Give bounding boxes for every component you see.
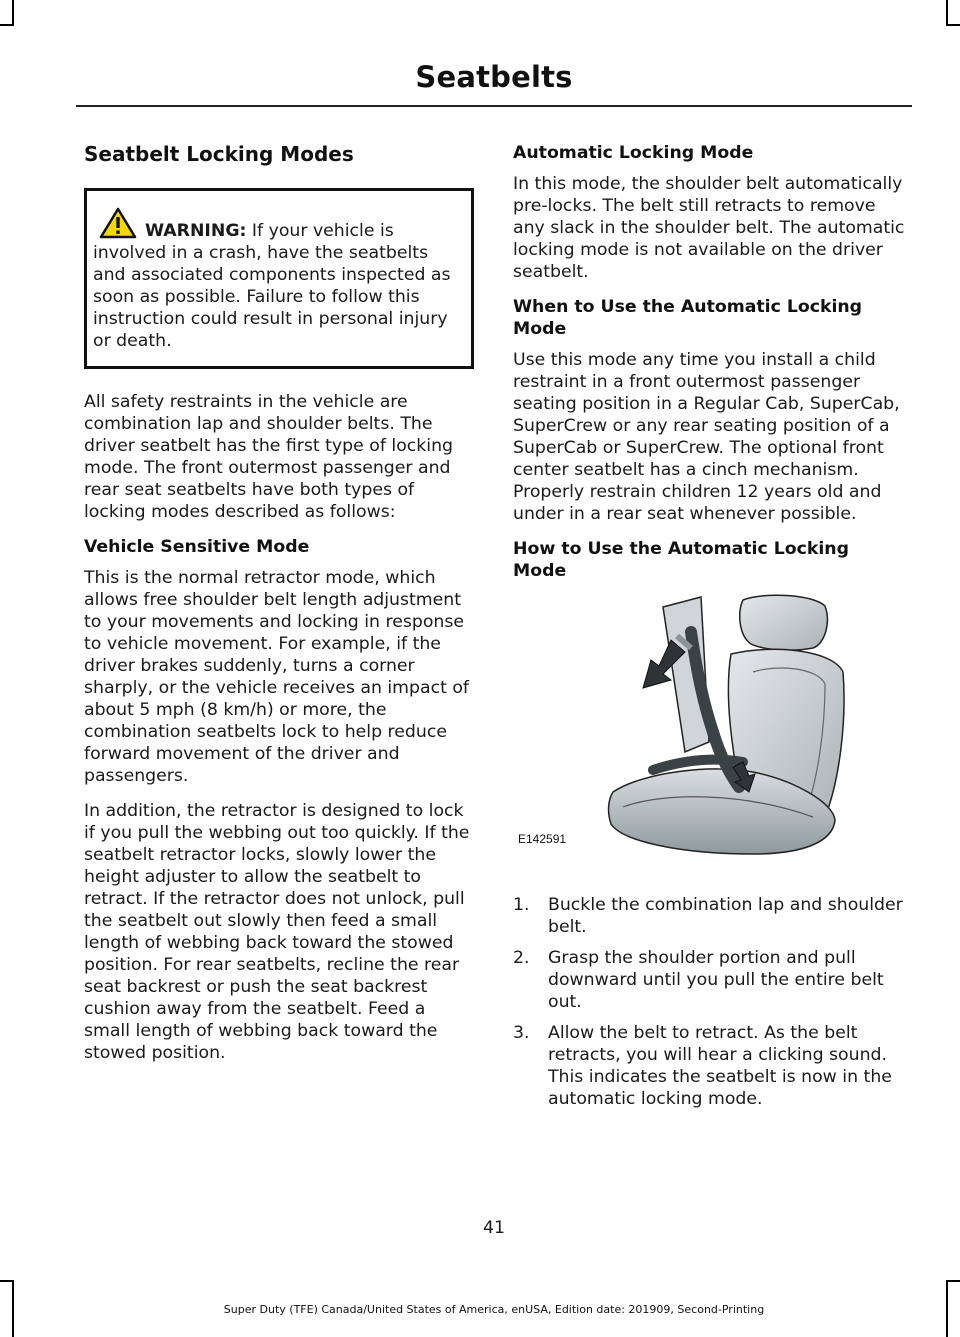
step-text: Buckle the combination lap and shoulder belt. bbox=[548, 895, 903, 937]
warning-triangle-icon bbox=[99, 207, 137, 239]
vsm-heading: Vehicle Sensitive Mode bbox=[84, 537, 310, 557]
when-paragraph: Use this mode any time you install a child restraint in a front outermost passenger seating position in a Regular Cab, SuperCab, SuperCrew or any rear seating position of a SuperCab or SuperCrew. The optional front center seatbelt has a cinch mechanism. Properly restrain children 12 years old and under in a rear seat whenever possible. bbox=[513, 350, 900, 524]
vsm-paragraph-2: In addition, the retractor is designed to lock if you pull the webbing out too quickly. If the seatbelt retractor locks, slowly lower the height adjuster to allow the seatbelt to retract. If the retractor does not unlock, pull the seatbelt out slowly then feed a small length of webbing back toward the stowed position. For rear seatbelts, recline the rear seat backrest or push the seat backrest cushion away from the seatbelt. Feed a small length of webbing back toward the stowed position. bbox=[84, 801, 470, 1063]
alm-heading: Automatic Locking Mode bbox=[513, 143, 754, 163]
crop-mark-top-right bbox=[946, 0, 948, 26]
steps-list bbox=[513, 894, 906, 1110]
list-item bbox=[513, 1022, 906, 1110]
right-column bbox=[513, 142, 906, 1119]
when-heading: When to Use the Automatic Locking Mode bbox=[513, 297, 863, 339]
list-item bbox=[513, 947, 906, 1013]
step-number: 1. bbox=[513, 895, 530, 915]
page-header-title: Seatbelts bbox=[415, 60, 573, 94]
footer-text: Super Duty (TFE) Canada/United States of America, enUSA, Edition date: 201909, Second-Printing bbox=[223, 1303, 765, 1316]
warning-box bbox=[84, 188, 474, 369]
warning-paragraph bbox=[93, 207, 465, 352]
crop-mark-bottom-right-h bbox=[946, 1280, 960, 1282]
intro-paragraph: All safety restraints in the vehicle are combination lap and shoulder belts. The driver seatbelt has the first type of locking mode. The front outermost passenger and rear seat seatbelts have both types of locking modes described as follows: bbox=[84, 392, 454, 522]
crop-mark-top-right-h bbox=[946, 24, 960, 26]
step-number: 3. bbox=[513, 1023, 530, 1043]
step-text: Grasp the shoulder portion and pull downward until you pull the entire belt out. bbox=[548, 948, 884, 1012]
crop-mark-top-left bbox=[12, 0, 14, 26]
seatbelt-figure bbox=[513, 592, 906, 882]
warning-label: WARNING: bbox=[145, 221, 247, 241]
crop-mark-top-left-h bbox=[0, 24, 14, 26]
how-heading: How to Use the Automatic Locking Mode bbox=[513, 539, 849, 581]
step-number: 2. bbox=[513, 948, 530, 968]
section-title: Seatbelt Locking Modes bbox=[84, 142, 354, 166]
seat-illustration bbox=[513, 592, 906, 862]
page-number: 41 bbox=[483, 1218, 505, 1238]
step-text: Allow the belt to retract. As the belt retracts, you will hear a clicking sound. This indicates the seatbelt is now in the automatic locking mode. bbox=[548, 1023, 892, 1109]
list-item bbox=[513, 894, 906, 938]
header-rule bbox=[76, 105, 912, 107]
figure-label: E142591 bbox=[518, 832, 567, 846]
crop-mark-bottom-left-h bbox=[0, 1280, 14, 1282]
alm-paragraph: In this mode, the shoulder belt automatically pre-locks. The belt still retracts to remove any slack in the shoulder belt. The automatic locking mode is not available on the driver seatbelt. bbox=[513, 174, 905, 282]
warning-text: If your vehicle is involved in a crash, have the seatbelts and associated components inspected as soon as possible. Failure to follow this instruction could result in personal injury or death. bbox=[93, 221, 451, 351]
vsm-paragraph-1: This is the normal retractor mode, which allows free shoulder belt length adjustment to your movements and locking in response to vehicle movement. For example, if the driver brakes suddenly, turns a corner sharply, or the vehicle receives an impact of about 5 mph (8 km/h) or more, the combination seatbelts lock to help reduce forward movement of the driver and passengers. bbox=[84, 568, 470, 786]
left-column bbox=[84, 142, 474, 1077]
